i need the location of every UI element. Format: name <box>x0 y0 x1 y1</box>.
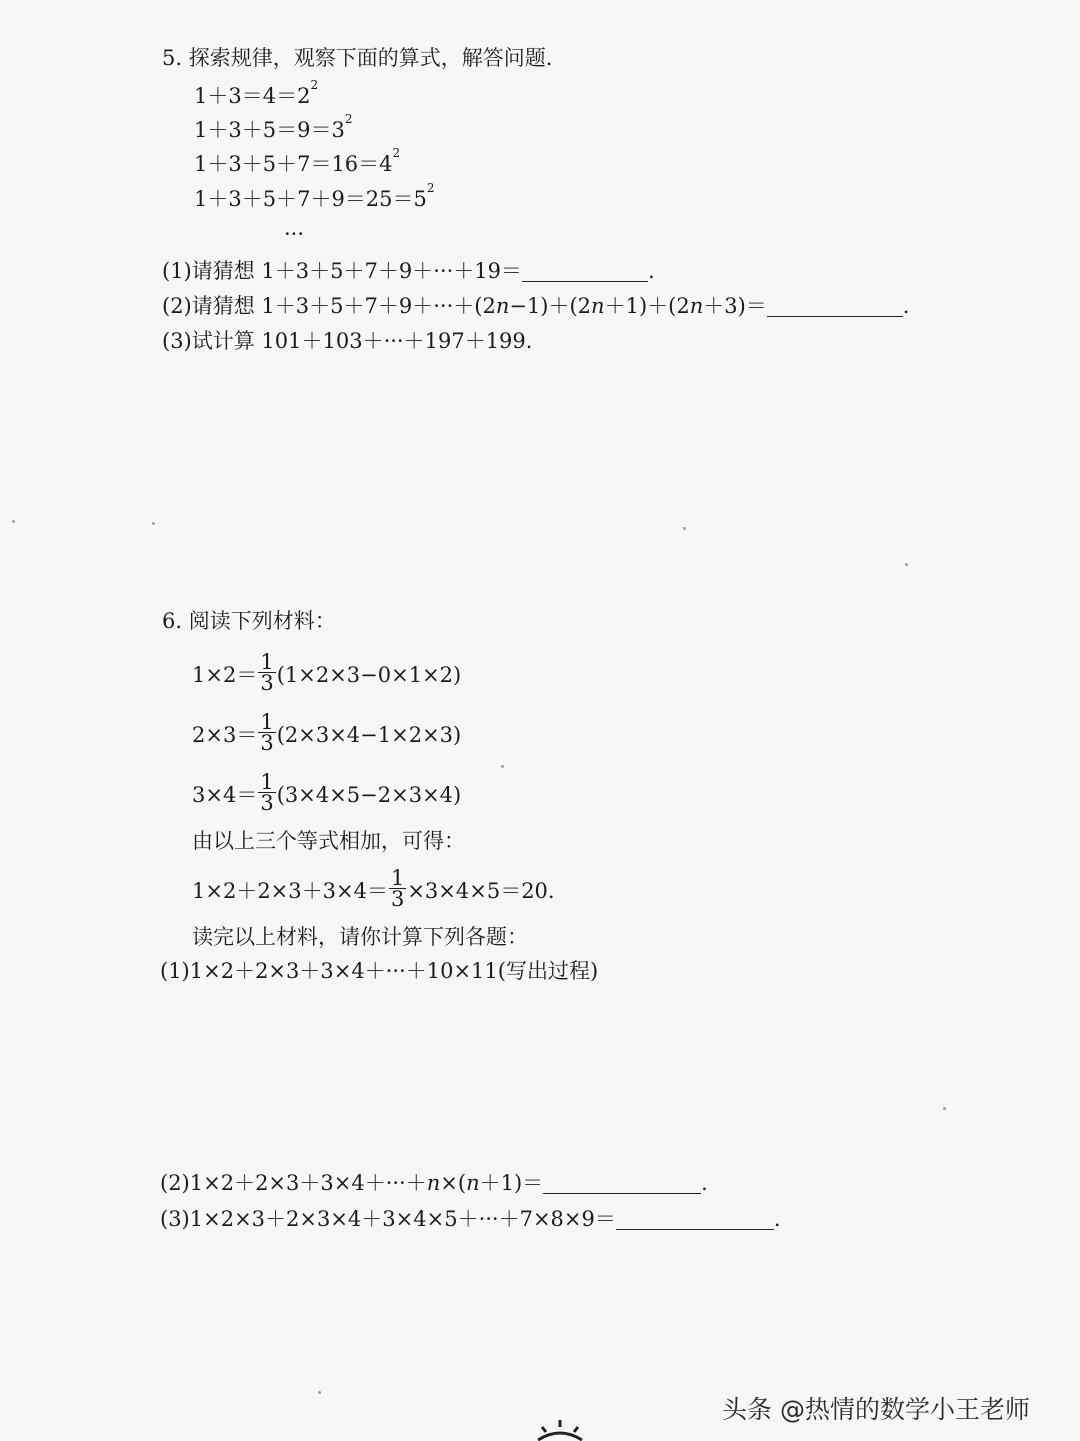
q5-ellipsis: ··· <box>284 222 305 246</box>
one-third-fraction: $\frac{1}{3}$ <box>260 770 274 815</box>
answer-blank[interactable] <box>616 1207 774 1230</box>
q6-material-3: 3×4＝ $\frac{1}{3}$ (3×4×5−2×3×4) <box>192 770 462 815</box>
q5-equation-1: $1+3=4=2^2$ <box>194 78 319 108</box>
q6-sum-equation: 1×2＋2×3＋3×4＝ $\frac{1}{3}$ ×3×4×5＝20. <box>192 866 555 911</box>
q5-equation-4: $1+3+5+7+9=25=5^2$ <box>194 181 435 211</box>
watermark-text: 头条 @热情的数学小王老师 <box>722 1395 1030 1424</box>
one-third-fraction: $\frac{1}{3}$ <box>260 710 274 755</box>
q6-part1: (1)1×2＋2×3＋3×4＋···＋10×11(写出过程) <box>160 959 599 983</box>
answer-blank[interactable] <box>543 1171 701 1194</box>
one-third-fraction: $\frac{1}{3}$ <box>260 650 274 695</box>
q6-material-1: 1×2＝ $\frac{1}{3}$ (1×2×3−0×1×2) <box>192 650 462 695</box>
q5-part2: (2)请猜想 1＋3＋5＋7＋9＋···＋(2n−1)＋(2n＋1)＋(2n＋3)＝ . <box>162 294 910 318</box>
q5-part3: (3)试计算 101＋103＋···＋197＋199. <box>162 329 533 353</box>
scan-speck <box>905 563 908 566</box>
q6-read-intro: 读完以上材料，请你计算下列各题： <box>192 925 528 949</box>
q5-part1: (1)请猜想 1＋3＋5＋7＋9＋···＋19＝ . <box>162 259 655 283</box>
sun-icon <box>530 1418 590 1441</box>
one-third-fraction: $\frac{1}{3}$ <box>390 866 405 911</box>
scan-speck <box>683 527 686 530</box>
q6-title: 6. 阅读下列材料： <box>162 609 336 633</box>
answer-blank[interactable] <box>522 259 648 282</box>
scan-speck <box>12 520 15 523</box>
scan-speck <box>943 1107 946 1110</box>
q5-equation-2: $1+3+5=9=3^2$ <box>194 112 353 142</box>
q6-sum-intro: 由以上三个等式相加，可得： <box>192 829 465 853</box>
q6-material-2: 2×3＝ $\frac{1}{3}$ (2×3×4−1×2×3) <box>192 710 462 755</box>
q6-part2: (2)1×2＋2×3＋3×4＋···＋n×(n＋1)＝ . <box>160 1171 708 1195</box>
answer-blank[interactable] <box>767 294 903 317</box>
q5-equation-3: $1+3+5+7=16=4^2$ <box>194 146 401 176</box>
scan-speck <box>318 1391 321 1394</box>
q6-part3: (3)1×2×3＋2×3×4＋3×4×5＋···＋7×8×9＝ . <box>160 1207 781 1231</box>
scan-speck <box>152 522 155 525</box>
scan-speck <box>501 765 504 768</box>
q5-title: 5. 探索规律，观察下面的算式，解答问题. <box>162 46 553 70</box>
